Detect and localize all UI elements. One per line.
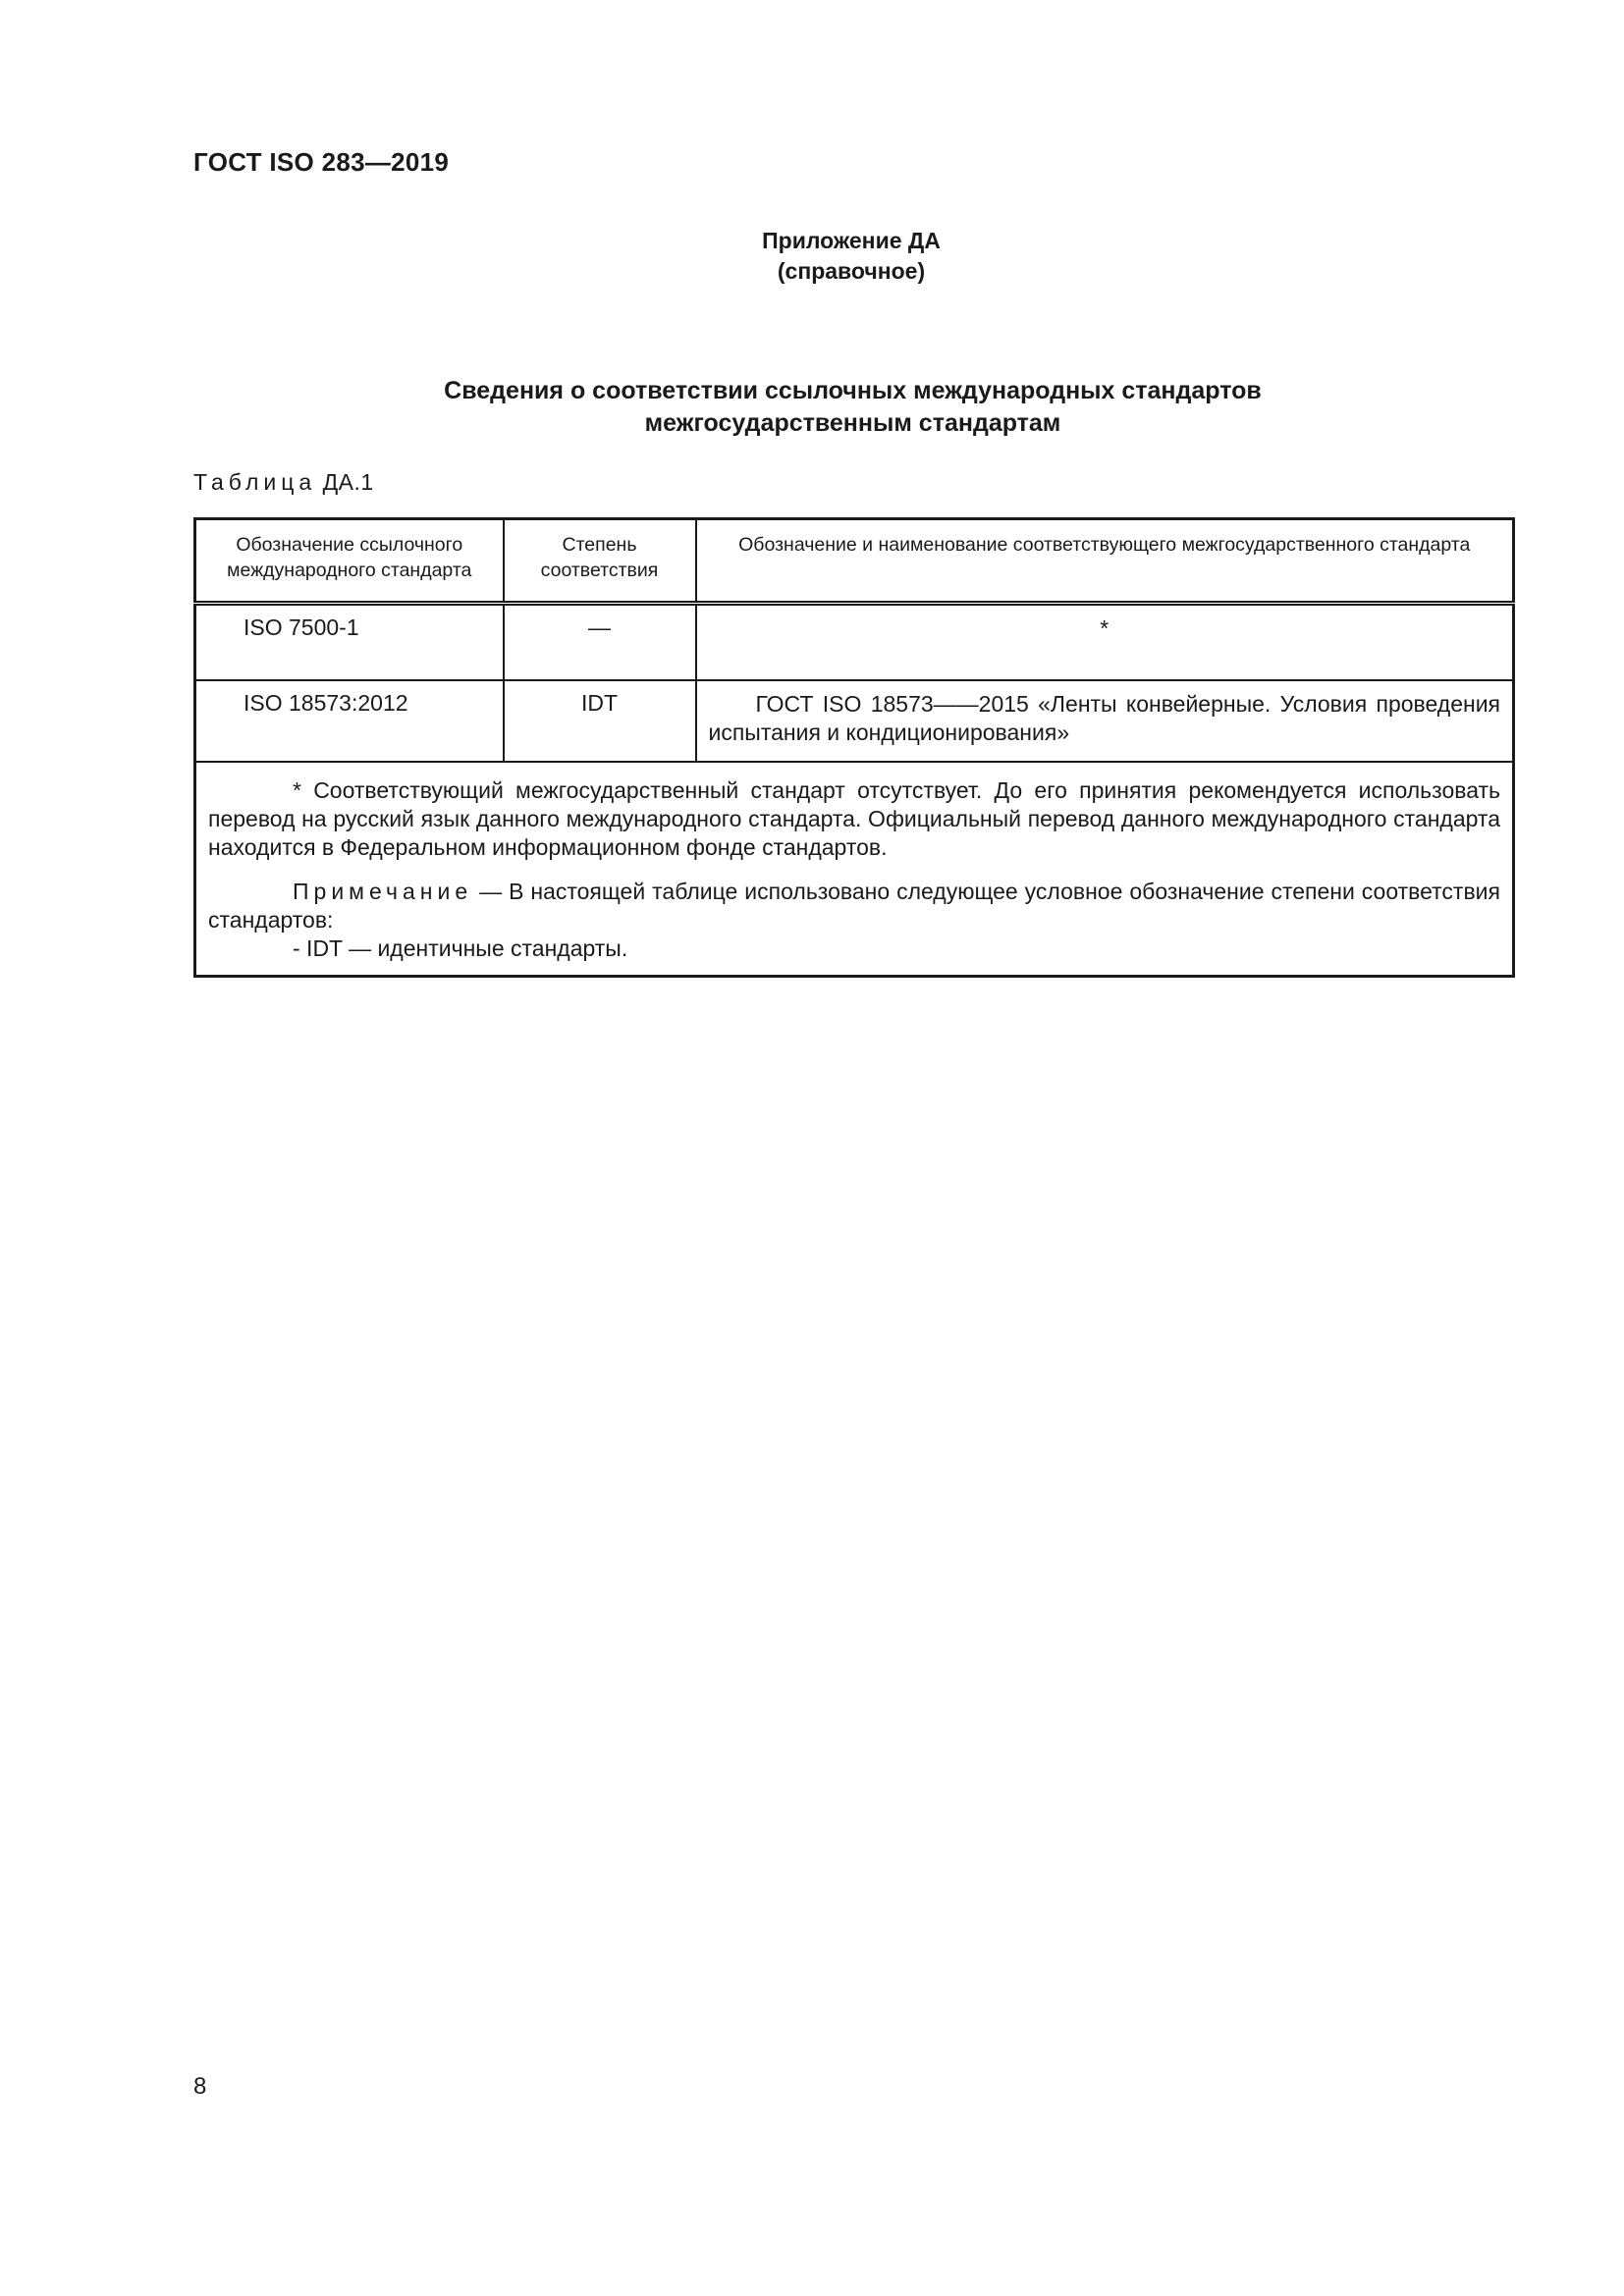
table-caption-word: Таблица bbox=[193, 469, 317, 495]
cell-degree: — bbox=[504, 604, 696, 681]
note-text: — В настоящей таблице использовано следующее условное обозначение степени соответствия стандартов: bbox=[208, 879, 1500, 933]
table-caption bbox=[193, 469, 374, 496]
annex-subtitle: (справочное) bbox=[777, 258, 926, 284]
page-number: 8 bbox=[193, 2073, 207, 2100]
note-item: - IDT — идентичные стандарты. bbox=[293, 935, 628, 961]
column-header-degree: Степень соответствия bbox=[504, 519, 696, 604]
table-footer-row bbox=[195, 762, 1514, 977]
table-row bbox=[195, 680, 1514, 762]
table-note bbox=[208, 878, 1500, 934]
cell-reference-standard: ISO 18573:2012 bbox=[195, 680, 504, 762]
column-header-reference-standard: Обозначение ссылочного международного стандарта bbox=[195, 519, 504, 604]
table-header-row bbox=[195, 519, 1514, 604]
section-title-line-1: Сведения о соответствии ссылочных международных стандартов bbox=[444, 377, 1262, 404]
cell-degree: IDT bbox=[504, 680, 696, 762]
section-title-line-2: межгосударственным стандартам bbox=[644, 409, 1061, 437]
cell-interstate-standard: ГОСТ ISO 18573——2015 «Ленты конвейерные. Условия проведения испытания и кондиционирования» bbox=[696, 680, 1514, 762]
table-notes-cell bbox=[195, 762, 1514, 977]
table-caption-number: ДА.1 bbox=[322, 469, 374, 495]
note-label: Примечание bbox=[293, 879, 473, 904]
annex-heading bbox=[0, 226, 1624, 287]
document-code: ГОСТ ISO 283—2019 bbox=[193, 147, 450, 177]
cell-reference-standard: ISO 7500-1 bbox=[195, 604, 504, 681]
table-footnote: * Соответствующий межгосударственный стандарт отсутствует. До его принятия рекомендуется использовать перевод на русский язык данного международного стандарта. Официальный перевод данного международного стандарта находится в Федеральном информационном фонде стандартов. bbox=[208, 777, 1500, 860]
table-row bbox=[195, 604, 1514, 681]
column-header-interstate-standard: Обозначение и наименование соответствующего межгосударственного стандарта bbox=[696, 519, 1514, 604]
cell-interstate-standard: * bbox=[696, 604, 1514, 681]
annex-title: Приложение ДА bbox=[762, 228, 941, 253]
reference-standards-table bbox=[193, 517, 1515, 978]
section-title bbox=[193, 375, 1512, 440]
